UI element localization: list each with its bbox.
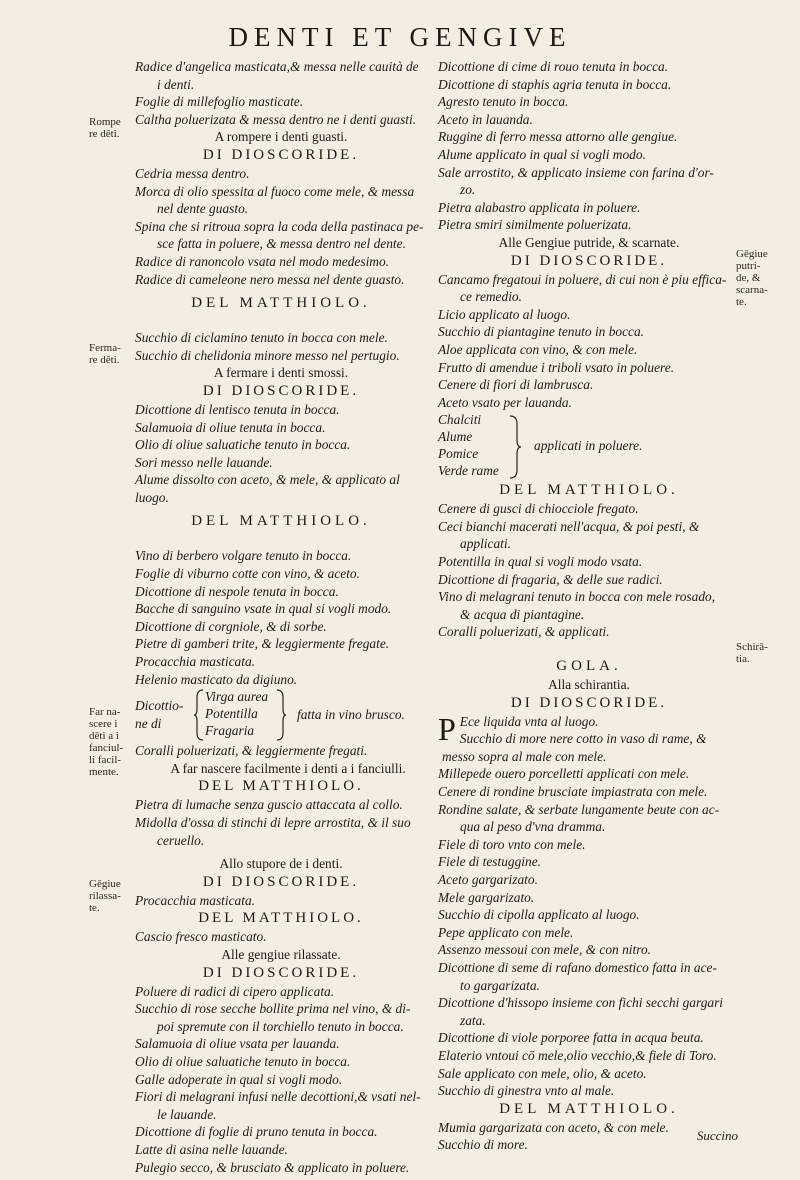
margin-note-gengiue-rilassate: Gēgiue rilassa- te.	[89, 878, 121, 914]
text-line: Caltha poluerizata & messa dentro ne i denti guasti.	[135, 111, 417, 127]
text-line: Succhio di more.	[438, 1137, 528, 1153]
right-brace-icon	[275, 689, 287, 741]
brace-item: Verde rame	[438, 463, 499, 479]
text-line: luogo.	[135, 489, 169, 505]
text-line: Vino di melagrani tenuto in bocca con mele rosado,	[438, 589, 716, 605]
text-line: Aloe applicata con vino, & con mele.	[438, 341, 638, 357]
text-line: Cedria messa dentro.	[135, 165, 250, 181]
catchword: Succino	[696, 1128, 738, 1143]
brace-left-label: Dicottio-	[135, 698, 184, 714]
text-line: Rondine salate, & serbate lungamente beute con ac-	[438, 801, 720, 817]
text-line: Dicottione di seme di rafano domestico fatta in ace-	[438, 959, 717, 975]
text-line: Succhio di ginestra vnto al male.	[438, 1083, 615, 1099]
brace-item: Fragaria	[205, 723, 255, 739]
text-line: Coralli poluerizati, & leggiermente fregati.	[135, 743, 368, 759]
section-heading: DEL MATTHIOLO.	[191, 295, 371, 312]
text-line: Mumia gargarizata con aceto, & con mele.	[438, 1119, 669, 1135]
brace-group	[135, 688, 427, 742]
subsection-title: Alla schirantia.	[548, 677, 630, 693]
brace-right-label: fatta in vino brusco.	[297, 707, 405, 723]
section-heading: GOLA.	[556, 658, 622, 675]
text-line: Dicottione di viole porporee fatta in acqua beuta.	[438, 1030, 704, 1046]
subsection-title: Alle Gengiue putride, & scarnate.	[498, 234, 680, 250]
text-line: Sori messo nelle lauande.	[135, 454, 273, 470]
text-line: Elaterio vntoui cō mele,olio vecchio,& fiele di Toro.	[438, 1047, 717, 1063]
text-line: Latte di asina nelle lauande.	[135, 1141, 288, 1157]
subsection-title: A fermare i denti smossi.	[213, 365, 349, 381]
page-header: DENTI ET GENGIVE	[228, 22, 572, 52]
margin-note-gengiue-putride: Gēgiue putri- de, & scarna- te.	[736, 248, 768, 308]
text-line: Dicottione di nespole tenuta in bocca.	[135, 583, 339, 599]
section-heading: DI DIOSCORIDE.	[202, 382, 360, 399]
brace-item: Chalciti	[438, 412, 482, 428]
text-line: Dicottione d'hissopo insieme con fichi secchi gargari	[438, 995, 724, 1011]
text-line: Succhio di chelidonia minore messo nel pertugio.	[135, 347, 400, 363]
text-line: Sale arrostito, & applicato insieme con farina d'or-	[438, 164, 714, 180]
text-line: Vino di berbero volgare tenuto in bocca.	[135, 548, 352, 564]
brace-item: Virga aurea	[205, 689, 269, 705]
text-line: Aceto in lauanda.	[438, 111, 533, 127]
text-line: Assenzo messoui con mele, & con nitro.	[438, 942, 651, 958]
text-line: nel dente guasto.	[157, 201, 249, 217]
section-heading: DI DIOSCORIDE.	[202, 964, 360, 981]
text-line: Cenere di rondine brusciate impiastrata con mele.	[438, 784, 708, 799]
text-line: Ceci bianchi macerati nell'acqua, & poi pesti, &	[438, 518, 700, 534]
text-line: Olio di oliue saluatiche tenuto in bocca.	[135, 437, 351, 453]
subsection-title: Alle gengiue rilassate.	[221, 946, 341, 962]
text-line: le lauande.	[157, 1106, 217, 1122]
text-line: Succhio di ciclamino tenuto in bocca con mele.	[135, 330, 388, 346]
text-line: Alume dissolto con aceto, & mele, & applicato al	[135, 472, 400, 488]
text-line: Salamuoia di oliue tenuta in bocca.	[135, 419, 326, 435]
text-line: Fiele di testuggine.	[438, 854, 542, 870]
text-line: Mele gargarizato.	[438, 889, 535, 905]
text-line: Succhio di more nere cotto in vaso di rame, &	[459, 731, 707, 747]
text-line: Salamuoia di oliue vsata per lauanda.	[135, 1036, 340, 1052]
margin-note-fermare: Ferma- re dēti.	[89, 342, 121, 366]
section-heading: DEL MATTHIOLO.	[499, 1100, 679, 1117]
section-heading: DEL MATTHIOLO.	[191, 513, 371, 530]
brace-item: Pomice	[438, 446, 479, 462]
text-line: Pietra di lumache senza guscio attaccata al collo.	[135, 797, 403, 813]
text-line: Ruggine di ferro messa attorno alle gengiue.	[438, 129, 678, 145]
margin-note-schirantia: Schirā- tia.	[736, 641, 768, 665]
text-line: Pepe applicato con mele.	[438, 924, 574, 940]
text-line: zata.	[460, 1012, 486, 1028]
text-line: Potentilla in qual si vogli modo vsata.	[438, 554, 643, 570]
text-line: Succhio di rose secche bollite prima nel vino, & di-	[135, 1001, 411, 1017]
text-line: qua al peso d'vna dramma.	[460, 819, 606, 835]
text-line: Morca di olio spessita al fuoco come mele, & messa	[135, 183, 415, 199]
text-line: Radice di ranoncolo vsata nel modo medesimo.	[135, 253, 390, 269]
text-line: Coralli poluerizati, & applicati.	[438, 624, 610, 640]
section-heading: DI DIOSCORIDE.	[510, 252, 668, 269]
text-line: Pietra alabastro applicata in poluere.	[438, 199, 641, 215]
text-line: Fiori di melagrani infusi nelle decottioni,& vsati nel-	[135, 1089, 421, 1105]
text-line: Poluere di radici di cipero applicata.	[135, 983, 335, 999]
text-line: Radice di cameleone nero messa nel dente guasto.	[135, 271, 405, 287]
text-line: Procacchia masticata.	[135, 654, 255, 670]
text-line: Midolla d'ossa di stinchi di lepre arrostita, & il suo	[135, 815, 411, 830]
brace-left-label: ne di	[135, 716, 162, 732]
text-line: Galle adoperate in qual si vogli modo.	[135, 1071, 343, 1087]
text-line: poi spremute con il torchiello tenuto in bocca.	[157, 1018, 404, 1034]
margin-note-rompere: Rompe re dēti.	[89, 116, 121, 140]
brace-item: Alume	[438, 429, 473, 445]
text-line: Pulegio secco, & brusciato & applicato in poluere.	[135, 1159, 410, 1175]
subsection-title: A rompere i denti guasti.	[214, 129, 348, 145]
text-line: Dicottione di fragaria, & delle sue radici.	[438, 571, 663, 587]
brace-right-label: applicati in poluere.	[534, 438, 643, 454]
text-line: & acqua di piantagine.	[460, 606, 585, 622]
text-line: Dicottione di cime di rouo tenuta in bocca.	[438, 59, 669, 74]
text-line: Cancamo fregatoui in poluere, di cui non è piu effica-	[438, 271, 727, 287]
text-line: to gargarizata.	[460, 977, 540, 993]
section-heading: DI DIOSCORIDE.	[510, 694, 668, 711]
text-line: i denti.	[157, 76, 195, 92]
text-line: Cenere di gusci di chiocciole fregato.	[438, 501, 639, 517]
text-line: ce remedio.	[460, 289, 522, 305]
text-line: Cascio fresco masticato.	[135, 929, 267, 945]
text-line: Succhio di cipolla applicato al luogo.	[438, 907, 640, 923]
text-line: Dicottione di lentisco tenuta in bocca.	[135, 401, 340, 417]
text-line: sce fatta in poluere, & messa dentro nel dente.	[157, 236, 406, 252]
text-line: Sale applicato con mele, olio, & aceto.	[438, 1065, 647, 1081]
text-line: Dicottione di corgniole, & di sorbe.	[135, 618, 327, 634]
text-line: Helenio masticato da digiuno.	[135, 671, 298, 687]
right-column	[438, 58, 740, 1154]
text-line: Olio di oliue saluatiche tenuto in bocca.	[135, 1053, 351, 1069]
section-heading: DI DIOSCORIDE.	[202, 873, 360, 890]
text-line: Foglie di viburno cotte con vino, & aceto.	[135, 566, 360, 582]
text-line: Millepede ouero porcelletti applicati con mele.	[438, 766, 690, 782]
text-line: Dicottione di staphis agria tenuta in bocca.	[438, 76, 672, 92]
text-line: applicati.	[460, 536, 511, 552]
text-line: Aceto vsato per lauanda.	[438, 394, 572, 410]
text-line: Alume applicato in qual si vogli modo.	[438, 146, 646, 162]
brace-group	[438, 411, 740, 481]
dropcap-paragraph	[438, 713, 740, 766]
text-line: ceruello.	[157, 832, 205, 848]
left-brace-icon	[193, 689, 205, 741]
text-line: Cenere di fiori di lambrusca.	[438, 377, 594, 393]
right-brace-icon	[508, 415, 522, 479]
text-line: messo sopra al male con mele.	[442, 748, 607, 764]
section-heading: DI DIOSCORIDE.	[202, 146, 360, 163]
subsection-title: A far nascere facilmente i denti a i fanciulli.	[170, 760, 406, 776]
drop-cap: P	[438, 712, 456, 747]
text-line: Succhio di piantagine tenuto in bocca.	[438, 324, 645, 340]
text-line: zo.	[460, 182, 476, 198]
text-line: Radice d'angelica masticata,& messa nelle cauità de	[135, 59, 419, 74]
text-line: Dicottione di foglie di pruno tenuta in bocca.	[135, 1124, 378, 1140]
text-line: Aceto gargarizato.	[438, 871, 538, 887]
text-line: Fiele di toro vnto con mele.	[438, 836, 586, 852]
subsection-title: Allo stupore de i denti.	[219, 856, 343, 872]
text-line: Bacche di sanguino vsate in qual si vogli modo.	[135, 601, 392, 617]
section-heading: DEL MATTHIOLO.	[198, 910, 364, 927]
text-line: Foglie di millefoglio masticate.	[135, 94, 304, 110]
section-heading: DEL MATTHIOLO.	[198, 778, 364, 795]
text-line: Pietra smiri similmente poluerizata.	[438, 217, 632, 233]
text-line: Procacchia masticata.	[135, 892, 255, 908]
brace-item: Potentilla	[205, 706, 258, 722]
margin-note-far-nascere: Far na- scere i dēti a i fanciul- li facil- mente.	[89, 706, 124, 778]
section-heading: DEL MATTHIOLO.	[499, 482, 679, 499]
text-line: Licio applicato al luogo.	[438, 306, 571, 322]
left-column	[135, 58, 427, 1176]
text-line: Agresto tenuto in bocca.	[438, 94, 569, 110]
text-line: Pietre di gamberi trite, & leggiermente fregate.	[135, 636, 390, 652]
text-line: Frutto di amendue i triboli vsato in poluere.	[438, 359, 675, 375]
text-line: Ece liquida vnta al luogo.	[459, 713, 599, 729]
text-line: Spina che si ritroua sopra la coda della pastinaca pe-	[135, 218, 424, 234]
